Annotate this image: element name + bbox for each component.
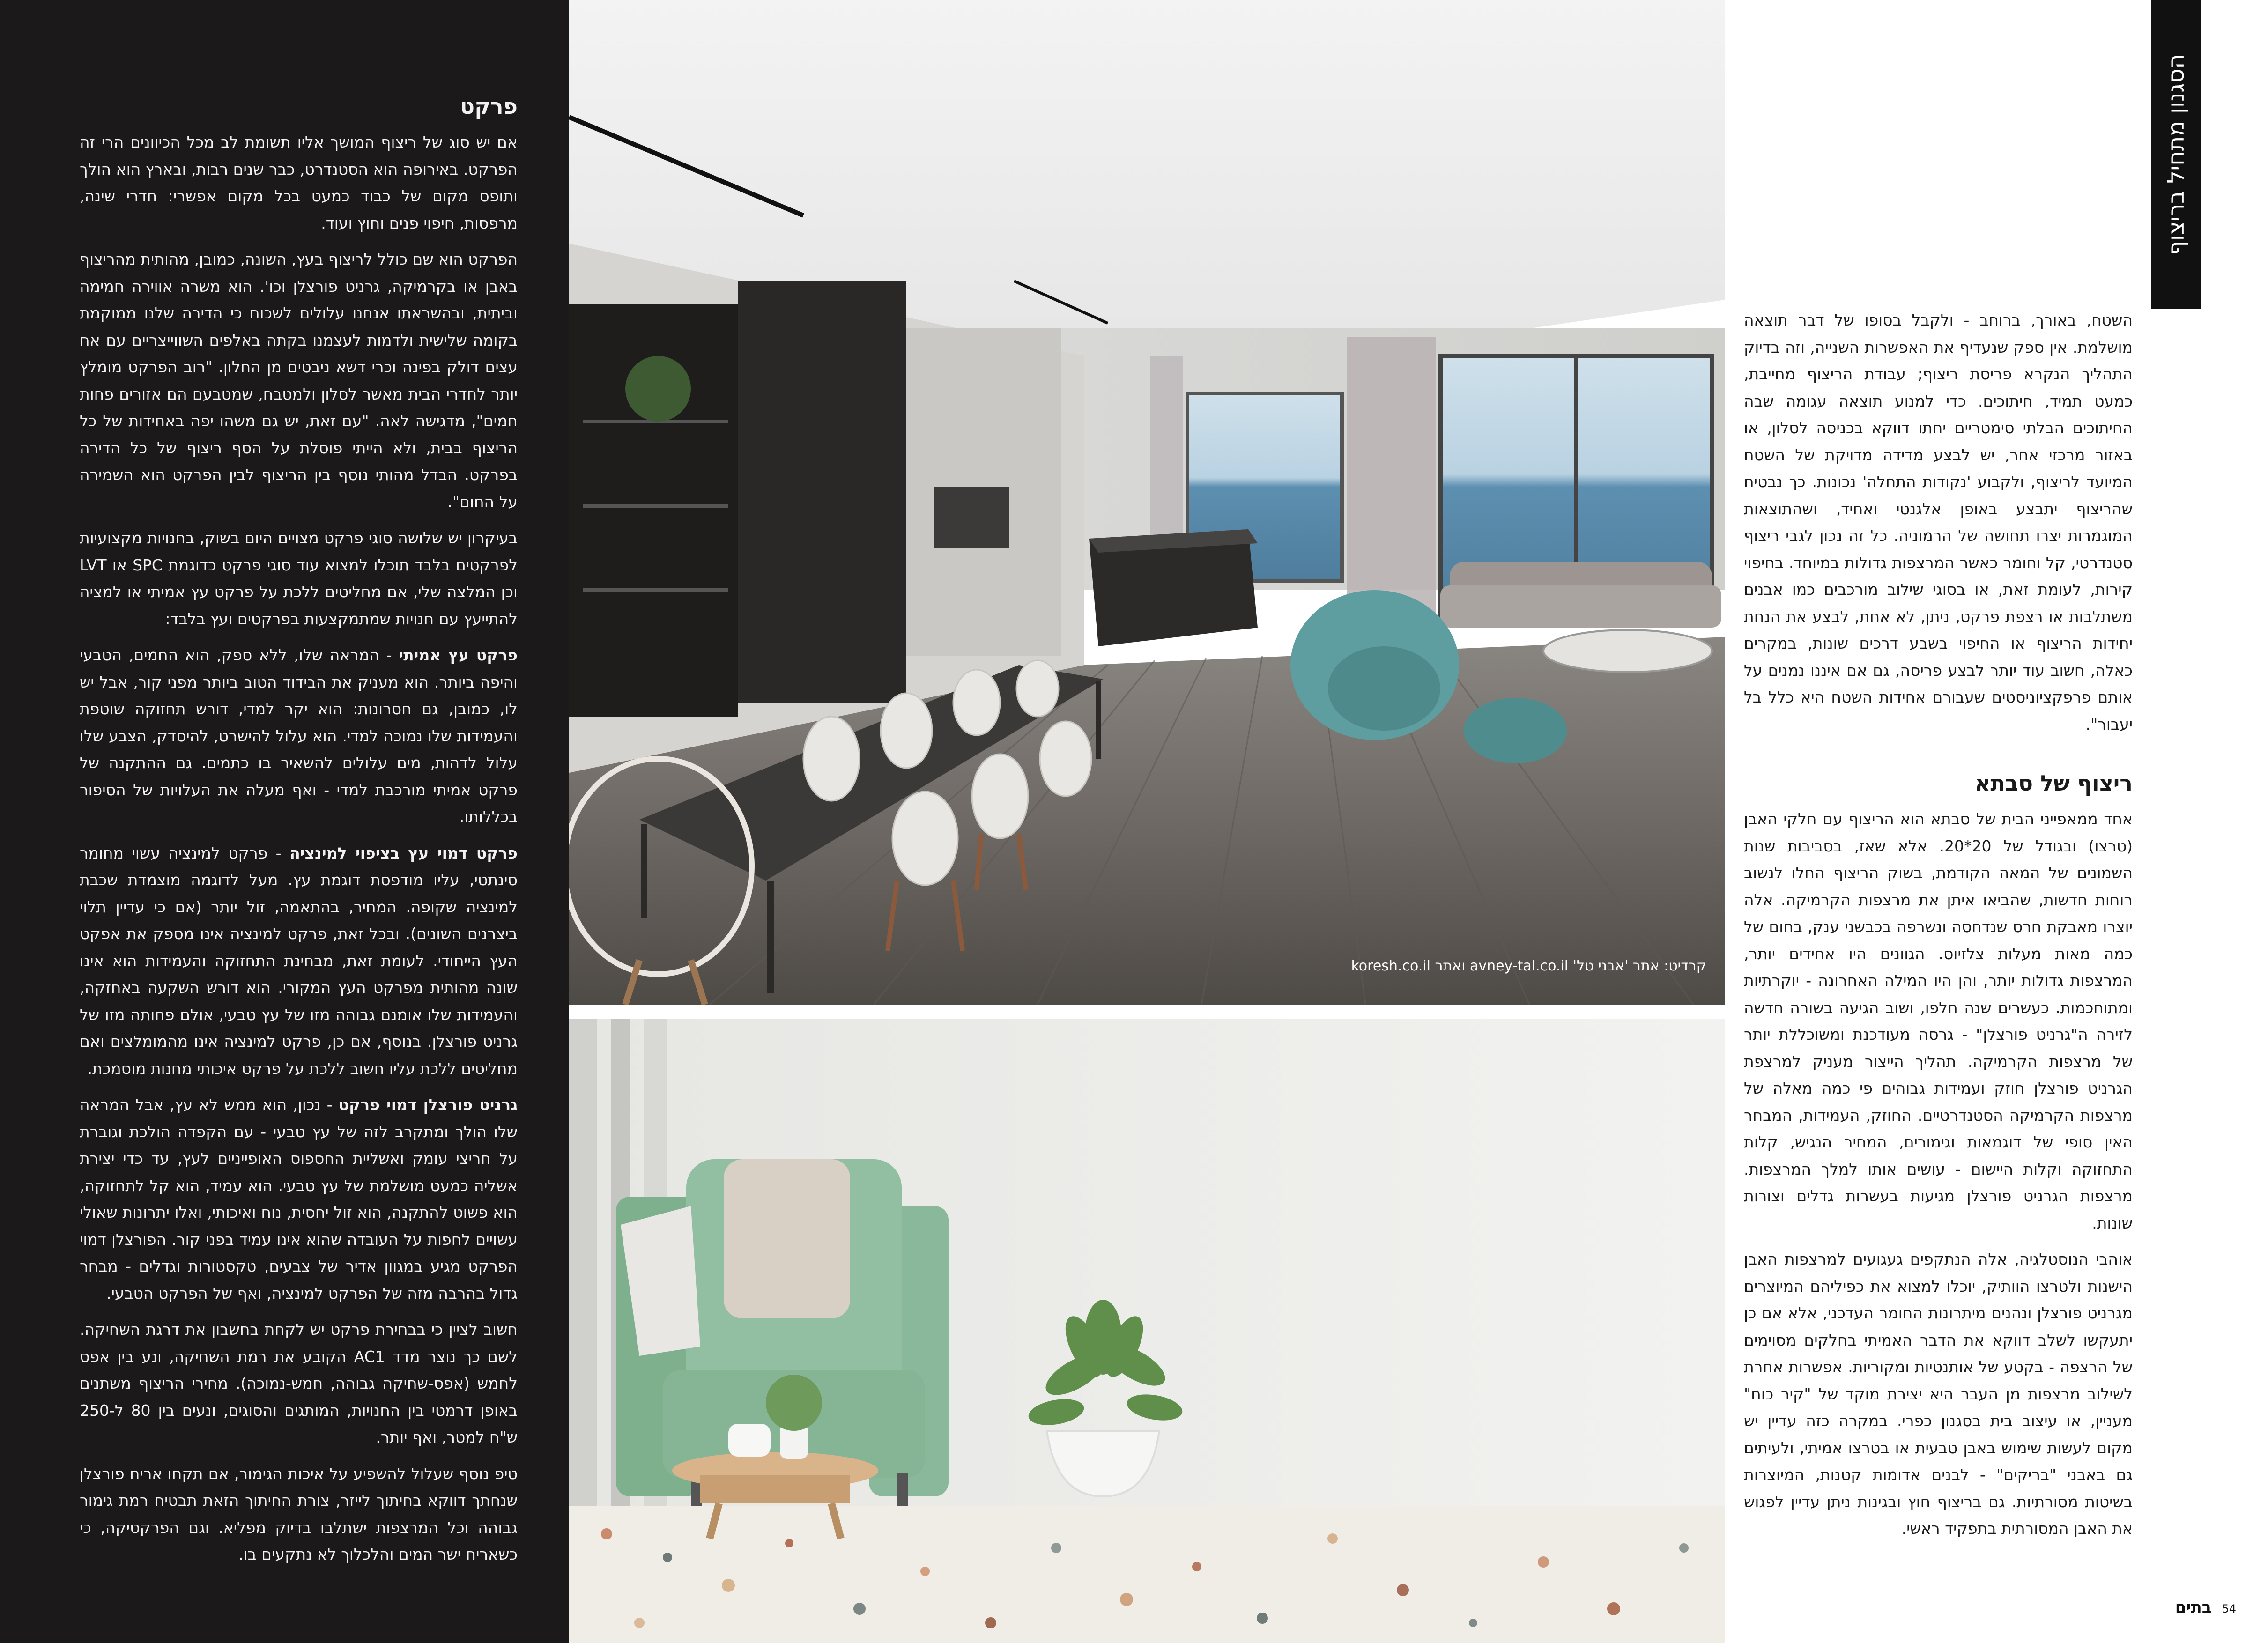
left-paragraph bbox=[80, 246, 518, 515]
left-paragraph bbox=[80, 642, 518, 830]
left-paragraph bbox=[80, 1091, 518, 1307]
right-paragraph: אחד ממאפייני הבית של סבתא הוא הריצוף עם חלקי האבן (טרצו) ובגודל של 20*20. אלא שאז, בסביבות שנות השמונים של המאה הקודמת, בשוק הריצוף החלו לנשוב רוחות חדשות, שהביאו איתן את מרצפות הקרמיקה. אלה יוצרו מאבקת חרס שנדחסה ונשרפה בכבשני ענק, בחום של כמה מאות מעלות צלזיוס. הגוונים היו אחידים יותר, המרצפות גדולות יותר, והן היו המילה האחרונה - יוקרתיות ומתוחכמות. כעשרים שנה חלפו, ושוב הגיעה בשורה חדשה לזירה ה"גרניט פורצלן" - גרסה מעודכנת ומשוכללת יותר של מרצפות הקרמיקה. תהליך הייצור מעניק למרצפת הגרניט פורצלן חוזק ועמידות גבוהים פי כמה מאלה של מרצפות הקרמיקה הסטנדרטיים. החוזק, העמידות, המבחר האין סופי של דוגמאות וגימורים, המחיר הנגיש, קלות התחזוקה וקלות היישום - עושים אותו למלך המרצפות. מרצפות הגרניט פורצלן מגיעות בעשרות גדלים וצורות שונות. bbox=[1744, 810, 2133, 1232]
left-paragraph bbox=[80, 129, 518, 237]
paragraph-text: הפרקט הוא שם כולל לריצוף בעץ, השונה, כמובן, מהותית מהריצוף באבן או בקרמיקה, גרניט פורצלן וכו'. הוא משרה אווירה חמימה וביתית, ובהשראתו אנחנו עלולים לשכוח כי הדירה שלנו ממוקמת בקומה שלישית ולדמות לעצמנו בקתה באלפים השווייצריים עם אח עצים דולק בפינה וכרי דשא ניבטים מן החלון. "רוב הפרקט מומלץ יותר לחדרי הבית מאשר לסלון ולמטבח, שמטבעם הם אזורים פחות חמים", מדגישה לאה. "עם זאת, יש גם משהו יפה באחידות של כל הריצוף בבית, ולא הייתי פוסלת על הסף ריצוף של כל הדירה בפרקט. הבדל מהותי נוסף בין הריצוף לבין הפרקט הוא השמירה על החום". bbox=[80, 250, 518, 511]
paragraph-text: חשוב לציין כי בבחירת פרקט יש לקחת בחשבון את דרגת השחיקה. לשם כך נוצר מדד AC1 הקובע את רמת השחיקה, ונע בין אפס לחמש (אפס-שחיקה גבוהה, חמש-נמוכה). מחירי הריצוף משתנים באופן דרמטי בין החנויות, המותגים והסוגים, ונעים בין 80 ל-250 ש"ח למטר, ואף יותר. bbox=[80, 1320, 518, 1447]
paragraph-text: - פרקט למינציה עשוי מחומר סינתטי, עליו מודפסת דוגמת עץ. מעל לדוגמה מוצמדת שכבת למינציה שקופה. המחיר, בהתאמה, זול יותר (אם כי עדיין תלוי ביצרנים השונים). ובכל זאת, פרקט למינציה אינו מספק את אפקט העץ הייחודי. לעומת זאת, מבחינת התחזוקה והעמידות הוא אינו שונה מהותית מפרקט העץ המקורי. הוא דורש השקעה באחזקה, והעמידות שלו אומנם גבוהה מזו של עץ טבעי, אולם פחותה מזו של גרניט פורצלן. בנוסף, אם כן, פרקט למינציה אינו מהמומלצים ואם מחליטים ללכת עליו חשוב ללכת על פרקט איכותי מחנות מוסמכת. bbox=[80, 844, 518, 1078]
left-paragraph bbox=[80, 1316, 518, 1451]
right-paragraph: אוהבי הנוסטלגיה, אלה הנתקפים געגועים למרצפות האבן הישנות ולטרצו הוותיק, יוכלו למצוא את כפיליהם המיוצרים מגרניט פורצלן ונהנים מיתרונות החומר העדכני, אלא אם כן יתעקשו לשלב דווקא את הדבר האמיתי בחלקים מסוימים של הרצפה - בקטע של אותנטיות ומקוריות. אפשרות אחרת לשילוב מרצפות מן העבר היא יצירת מוקד של "קיר כוח" מעניין, או עיצוב בית בסגנון כפרי. במקרה כזה עדיין יש מקום לעשות שימוש באבן טבעית או בטרצו אמיתי, ולעיתים גם באבני "בריקים" - לבנים אדומות קטנות, המיוצרות בשיטות מסורתיות. גם בריצוף חוץ ובגינות ניתן עדיין לפגוש את האבן המסורתית בתפקיד ראשי. bbox=[1744, 1250, 2133, 1538]
section-title-parquet: פרקט bbox=[460, 94, 518, 119]
photo-credit-kitchen: קרדיט: אתר 'אבני טל' avney-tal.co.il ואתר koresh.co.il bbox=[1351, 958, 1706, 974]
paragraph-text: אם יש סוג של ריצוף המושך אליו תשומת לב מכל הכיוונים הרי זה הפרקט. באירופה הוא הסטנדרט, כבר שנים רבות, ובארץ הוא הולך ותופס מקום של כבוד כמעט בכל מקום אפשרי: חדרי שינה, מרפסות, חיפוי פנים וחוץ ועוד. bbox=[80, 133, 518, 232]
paragraph-text: בעיקרון יש שלושה סוגי פרקט מצויים היום בשוק, בחנויות מקצועיות לפרקטים בלבד תוכלו למצוא עוד סוגי פרקט כדוגמת SPC או LVT וכן המלצה שלי, אם מחליטים ללכת על פרקט עץ אמיתי או למציה להתייעץ עם חנויות שמתמקצעות בפרקטים ועץ בלבד: bbox=[80, 529, 518, 628]
magazine-name: בתים bbox=[2175, 1598, 2212, 1617]
section-title-grandma-flooring: ריצוף של סבתא bbox=[1974, 770, 2133, 796]
paragraph-text: - המראה שלו, ללא ספק, הוא החמים, הטבעי והיפה ביותר. הוא מעניק את הבידוד הטוב ביותר מפני קור, אבל יש לו, כמובן, גם חסרונות: הוא יקר למדי, דורש תחזוקה שוטפת והעמידות שלו נמוכה למדי. הוא עלול להישרט, להיסדק, הצבע שלו עלול לדהות, מים עלולים להשאיר בו כתמים. גם ההתקנה של פרקט אמיתי מורכבת למדי - ואף מעלה את העלויות של הסיפור בכללותו. bbox=[80, 646, 518, 826]
paragraph-text: - נכון, הוא ממש לא עץ, אבל המראה שלו הולך ומתקרב לזה של עץ טבעי - עם הקפדה הולכת וגוברת על חריצי עומק ואשליית החספוס האופייניים לעץ, עד כדי יצירת אשליה כמעט מושלמת של עץ טבעי. הוא עמיד, הוא קל לתחזוקה, הוא פשוט להתקנה, הוא זול יחסית, נוח ואיכותי, ואלו יתרונות שאולי עשויים לחפות על העובדה שהוא אינו עמיד בפני קור. הפורצלן דמוי הפרקט מגיע במגוון אדיר של צבעים, טקסטורות וגדלים - מבחר גדול בהרבה מזה של הפרקט למינציה, ואף של הפרקט הטבעי. bbox=[80, 1095, 518, 1303]
left-paragraph bbox=[80, 1460, 518, 1568]
paragraph-text: טיפ נוסף שעלול להשפיע על איכות הגימור, אם תקחו אריח פורצלן שנחתך דווקא בחיתוך לייזר, צורת החיתוך הזאת תבטיח רמת גימור גבוהה וכל המרצפות ישתלבו בדיוק מפליא. וגם הפרקטיקה, כי כשאריח ישר המים והלכלוך לא נתקעים בו. bbox=[80, 1464, 518, 1564]
paragraph-lead: גרניט פורצלן דמוי פרקט bbox=[338, 1095, 518, 1114]
paragraph-lead: פרקט דמוי עץ בציפוי למינציה bbox=[289, 844, 518, 862]
left-paragraphs bbox=[80, 129, 518, 1568]
vertical-section-tab bbox=[2151, 0, 2201, 309]
intro-paragraph: השטח, באורך, ברוחב - ולקבל בסופו של דבר תוצאה מושלמת. אין ספק שנעדיף את האפשרות השנייה, וזה בדיוק התהליך הנקרא פריסת ריצוף; עבודת הריצוף מחייבת, כמעט תמיד, חיתוכים. כדי למנוע תוצאה עגומה שבה החיתוכים הבלתי סימטריים יחתו דווקא בכניסה לסלון, או באזור מרכזי אחר, יש לבצע מדידה מדויקת של השטח המיועד לריצוף, ולקבוע 'נקודות התחלה' נכונות. כך נבטיח שהריצוף יתבצע באופן אלגנטי ואחיד, ושהתוצאות המוגמרות יצרו תחושה של הרמוניה. כל זה נכון לגבי ריצוף סטנדרטי, קל וחומר כאשר המרצפות גדולות במיוחד. בחיפוי קירות, לעומת זאת, או בסוגי שילוב מורכבים כמו אבנים משתלבות או רצפת פרקט, ניתן, לא אחת, לבצע את הנחת יחידות הריצוף או החיפוי בשבע דרכים שונות, במקרים כאלה, חשוב עוד יותר לבצע פריסה, גם אם איננו נמנים על אותם פרפקציוניסטים שעבורם אחידות השטח היא כלל בל יעבור". bbox=[1744, 311, 2133, 733]
photo-kitchen-living-room bbox=[569, 0, 1725, 1005]
photo-green-armchair bbox=[569, 1019, 1725, 1643]
right-text-column bbox=[1725, 0, 2268, 1643]
right-text-body bbox=[1744, 307, 2133, 1552]
page-footer bbox=[2175, 1598, 2236, 1617]
paragraph-lead: פרקט עץ אמיתי bbox=[399, 646, 518, 665]
left-text-column bbox=[0, 0, 569, 1643]
kitchen-illustration bbox=[569, 0, 1725, 1005]
vertical-tab-label: הסגנון מתחיל בריצוף bbox=[2163, 54, 2189, 255]
page-number: 54 bbox=[2222, 1602, 2236, 1615]
left-paragraph bbox=[80, 840, 518, 1082]
armchair-illustration bbox=[569, 1019, 1725, 1643]
left-paragraph bbox=[80, 525, 518, 632]
right-paragraphs bbox=[1744, 806, 2133, 1542]
